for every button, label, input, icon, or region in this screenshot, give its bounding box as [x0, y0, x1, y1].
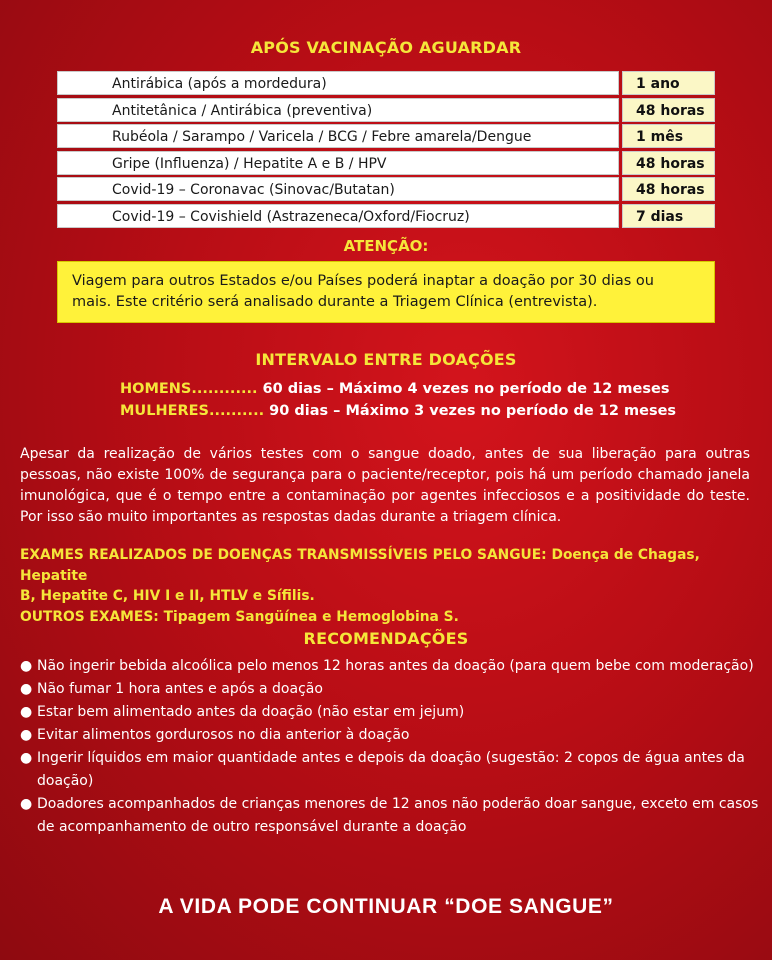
- window-period-paragraph: Apesar da realização de vários testes com o sangue doado, antes de sua liberação para outras pessoas, não existe 100% de segurança para o paciente/receptor, pois há um período chamado janela imunológica, que é o tempo entre a contaminação por agentes infecciosos e a positividade do teste. Por isso são muito importantes as respostas dadas durante a triagem clínica.: [20, 446, 750, 525]
- women-label: MULHERES..........: [120, 403, 265, 419]
- table-row: [57, 98, 715, 125]
- table-row: [57, 124, 715, 151]
- interval-men: [120, 381, 669, 397]
- vaccination-table: [57, 71, 715, 231]
- list-item: ● Não ingerir bebida alcoólica pelo menos 12 horas antes da doação (para quem bebe com moderação): [20, 655, 760, 678]
- women-text: 90 dias – Máximo 3 vezes no período de 12 meses: [264, 403, 677, 419]
- table-row: [57, 71, 715, 98]
- vaccine-name: Gripe (Influenza) / Hepatite A e B / HPV: [57, 151, 619, 175]
- interval-heading: INTERVALO ENTRE DOAÇÕES: [255, 350, 517, 369]
- bullet-icon: ●: [20, 704, 33, 720]
- attention-line: Viagem para outros Estados e/ou Países poderá inaptar a doação por 30 dias ou: [72, 273, 654, 289]
- men-text: 60 dias – Máximo 4 vezes no período de 12 meses: [257, 381, 670, 397]
- vaccine-name: Antitetânica / Antirábica (preventiva): [57, 98, 619, 122]
- wait-time: 48 horas: [622, 151, 715, 175]
- vaccination-heading: APÓS VACINAÇÃO AGUARDAR: [250, 38, 522, 57]
- recommendations-list: [20, 655, 760, 839]
- attention-title: ATENÇÃO:: [343, 237, 429, 255]
- attention-box: [57, 261, 715, 323]
- list-item: ● Ingerir líquidos em maior quantidade antes e depois da doação (sugestão: 2 copos de água antes da doação): [20, 747, 760, 793]
- list-item: ● Doadores acompanhados de crianças menores de 12 anos não poderão doar sangue, exceto em casos de acompanhamento de outro responsável durante a doação: [20, 793, 760, 839]
- list-item: ● Estar bem alimentado antes da doação (não estar em jejum): [20, 701, 760, 724]
- wait-time: 1 mês: [622, 124, 715, 148]
- list-item: ● Não fumar 1 hora antes e após a doação: [20, 678, 760, 701]
- vaccine-name: Covid-19 – Coronavac (Sinovac/Butatan): [57, 177, 619, 201]
- list-item: ● Evitar alimentos gordurosos no dia anterior à doação: [20, 724, 760, 747]
- exams-line: B, Hepatite C, HIV I e II, HTLV e Sífilis.: [20, 588, 315, 604]
- wait-time: 48 horas: [622, 177, 715, 201]
- vaccine-name: Antirábica (após a mordedura): [57, 71, 619, 95]
- exams-block: [20, 545, 750, 627]
- interval-women: [120, 403, 676, 419]
- bullet-icon: ●: [20, 727, 33, 743]
- table-row: [57, 204, 715, 231]
- other-exams-line: OUTROS EXAMES: Tipagem Sangüínea e Hemoglobina S.: [20, 608, 459, 625]
- attention-line: mais. Este critério será analisado durante a Triagem Clínica (entrevista).: [72, 294, 598, 310]
- bullet-icon: ●: [20, 750, 33, 766]
- vaccine-name: Covid-19 – Covishield (Astrazeneca/Oxford/Fiocruz): [57, 204, 619, 228]
- vaccine-name: Rubéola / Sarampo / Varicela / BCG / Febre amarela/Dengue: [57, 124, 619, 148]
- exams-line: EXAMES REALIZADOS DE DOENÇAS TRANSMISSÍVEIS PELO SANGUE: Doença de Chagas, Hepatite: [20, 547, 700, 584]
- table-row: [57, 177, 715, 204]
- wait-time: 7 dias: [622, 204, 715, 228]
- footer-slogan: A VIDA PODE CONTINUAR “DOE SANGUE”: [158, 895, 614, 918]
- wait-time: 1 ano: [622, 71, 715, 95]
- table-row: [57, 151, 715, 178]
- wait-time: 48 horas: [622, 98, 715, 122]
- bullet-icon: ●: [20, 658, 33, 674]
- men-label: HOMENS............: [120, 381, 258, 397]
- bullet-icon: ●: [20, 796, 33, 812]
- recommendations-heading: RECOMENDAÇÕES: [303, 629, 469, 648]
- bullet-icon: ●: [20, 681, 33, 697]
